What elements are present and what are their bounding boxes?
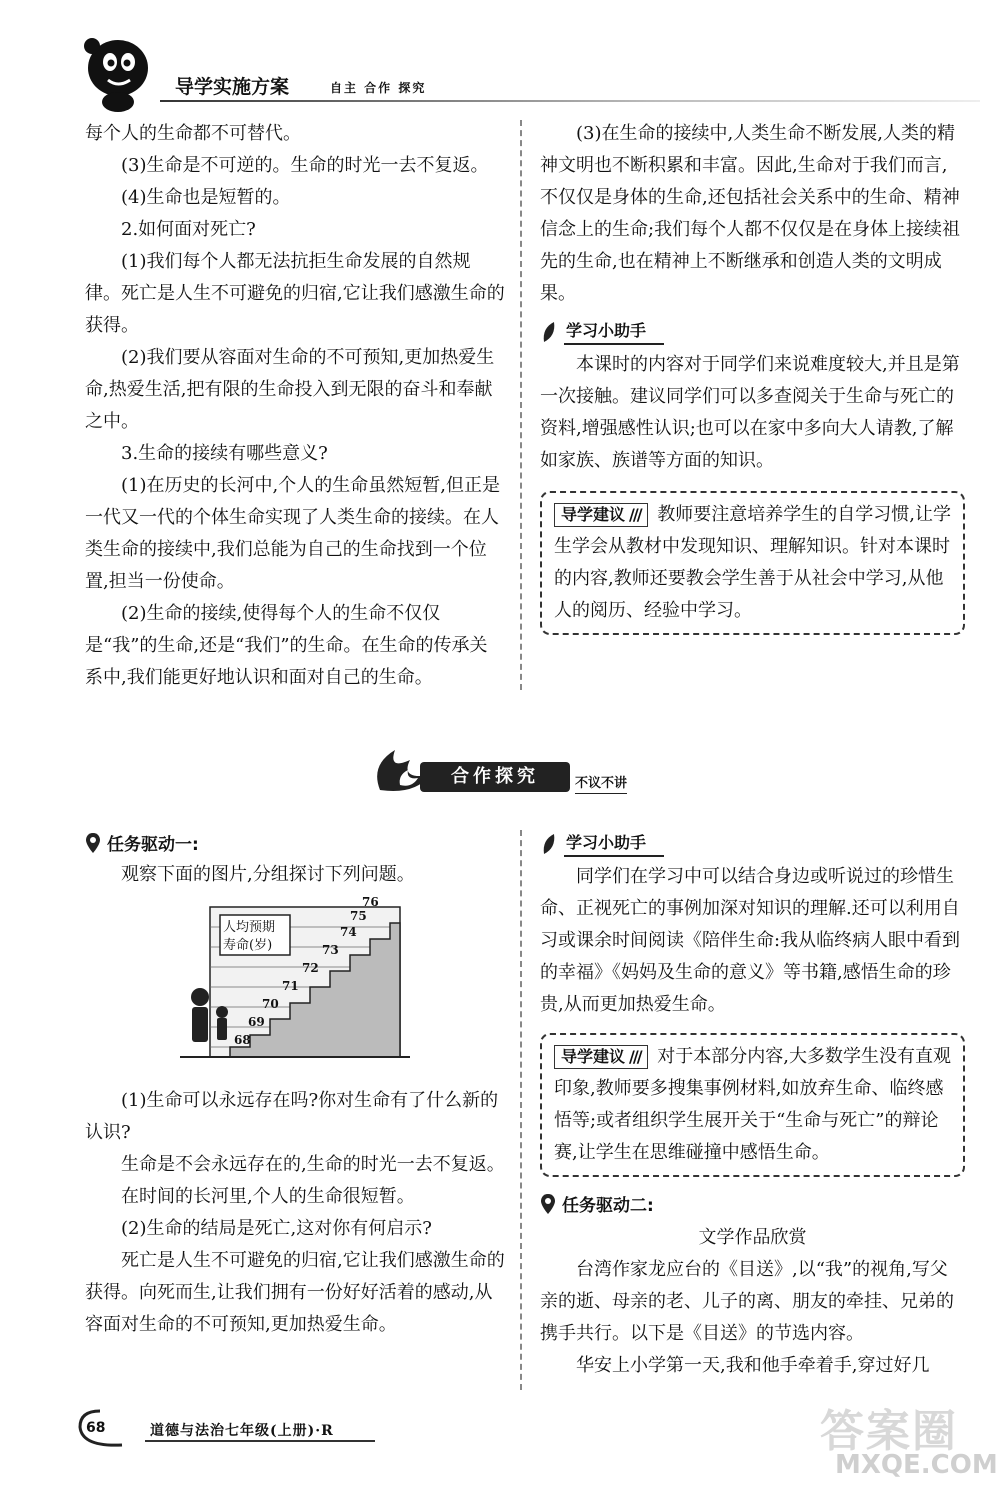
- question-heading: 3.生命的接续有哪些意义?: [121, 443, 328, 464]
- watermark-url: MXQE.COM: [835, 1450, 998, 1480]
- teaching-suggestion-tag: 导学建议 ///: [554, 503, 648, 527]
- paragraph: (4)生命也是短暂的。: [121, 187, 291, 208]
- watermark-logo: 答案圈: [820, 1406, 958, 1457]
- paragraph: (1)在历史的长河中,个人的生命虽然短暂,但正是一代又一代的个体生命实现了人类生命的接续。在人类生命的接续中,我们总能为自己的生命找到一个位置,担当一份使命。: [85, 475, 500, 592]
- paragraph: 华安上小学第一天,我和他手牵着手,穿过好几: [576, 1355, 930, 1376]
- column-divider-top: [520, 120, 522, 690]
- step-label: 75: [350, 909, 367, 923]
- teaching-suggestion-text: 对于本部分内容,大多数学生没有直观印象,教师要多搜集事例材料,如放弃生命、临终感悟等;或者组织学生展开关于“生命与死亡”的辩论赛,让学生在思维碰撞中感悟生命。: [554, 1046, 952, 1163]
- task-one-title: 任务驱动一:: [107, 835, 199, 855]
- question-1: (1)生命可以永远存在吗?你对生命有了什么新的认识?: [85, 1090, 499, 1143]
- section-banner: [370, 740, 670, 800]
- header-subtitle: 自主 合作 探究: [330, 81, 427, 95]
- left-top-column: [85, 118, 505, 694]
- column-divider-bottom: [520, 830, 522, 1390]
- teaching-suggestion-text: 教师要注意培养学生的自学习惯,让学生学会从教材中发现知识、理解知识。针对本课时的内容,教师还要教会学生善于从社会中学习,从他人的阅历、经验中学习。: [554, 504, 952, 621]
- header-rule: [160, 100, 980, 102]
- book-title: 道德与法治七年级(上册)·R: [150, 1423, 334, 1439]
- paragraph: 台湾作家龙应台的《目送》,以“我”的视角,写父亲的逝、母亲的老、儿子的离、朋友的牵挂、兄弟的携手共行。以下是《目送》的节选内容。: [540, 1259, 954, 1344]
- study-helper-label: 学习小助手: [564, 318, 664, 345]
- step-label: 76: [362, 895, 379, 909]
- study-helper-text: 同学们在学习中可以结合身边或听说过的珍惜生命、正视死亡的事例加深对知识的理解.还可以利用自习或课余时间阅读《陪伴生命:我从临终病人眼中看到的幸福》《妈妈及生命的意义》等书籍,感悟生命的珍贵,从而更加热爱生命。: [540, 866, 961, 1015]
- step-label: 68: [234, 1033, 251, 1047]
- teaching-suggestion-tag: 导学建议 ///: [554, 1045, 648, 1069]
- step-label: 74: [340, 925, 357, 939]
- step-label: 70: [262, 997, 279, 1011]
- step-label: 71: [282, 979, 299, 993]
- study-helper-heading: [540, 830, 965, 857]
- page-number: 68: [86, 1420, 106, 1436]
- mascot-logo: [70, 30, 160, 115]
- leaf-icon: [540, 320, 558, 344]
- paragraph: 每个人的生命都不可替代。: [85, 123, 301, 144]
- question-heading: 2.如何面对死亡?: [121, 219, 256, 240]
- study-helper-heading: [540, 318, 965, 345]
- footer-rule: [145, 1440, 375, 1442]
- life-expectancy-illustration: [180, 897, 480, 1067]
- step-label: 69: [248, 1015, 265, 1029]
- answer-1a: 生命是不会永远存在的,生命的时光一去不复返。: [121, 1154, 505, 1175]
- study-helper-text: 本课时的内容对于同学们来说难度较大,并且是第一次接触。建议同学们可以多查阅关于生命与死亡的资料,增强感性认识;也可以在家中多向大人请教,了解如家族、族谱等方面的知识。: [540, 354, 960, 471]
- banner-title: 合作探究: [420, 762, 570, 792]
- study-helper-label: 学习小助手: [564, 830, 664, 857]
- right-bottom-column: [540, 830, 965, 1382]
- right-top-column: [540, 118, 965, 635]
- leaf-icon: [540, 832, 558, 856]
- answer-1b: 在时间的长河里,个人的生命很短暂。: [121, 1186, 415, 1207]
- location-pin-icon: [85, 832, 101, 854]
- task-two-title: 任务驱动二:: [562, 1196, 654, 1216]
- literature-heading: 文学作品欣赏: [698, 1227, 807, 1248]
- paragraph: (2)生命的接续,使得每个人的生命不仅仅是“我”的生命,还是“我们”的生命。在生命的传承关系中,我们能更好地认识和面对自己的生命。: [85, 603, 488, 688]
- banner-subtitle: 不议不讲: [575, 772, 627, 794]
- left-bottom-column: [85, 830, 505, 1341]
- paragraph: (3)生命是不可逆的。生命的时光一去不复返。: [121, 155, 489, 176]
- header-title: 导学实施方案: [175, 76, 290, 98]
- task-two-heading: [540, 1191, 965, 1216]
- sign-line-2: 寿命(岁): [223, 938, 273, 953]
- question-2: (2)生命的结局是死亡,这对你有何启示?: [121, 1218, 432, 1239]
- paragraph: (1)我们每个人都无法抗拒生命发展的自然规律。死亡是人生不可避免的归宿,它让我们感激生命的获得。: [85, 251, 505, 336]
- paragraph: (3)在生命的接续中,人类生命不断发展,人类的精神文明也不断积累和丰富。因此,生命对于我们而言,不仅仅是身体的生命,还包括社会关系中的生命、精神信念上的生命;我们每个人都不仅仅是在身体上接续祖先的生命,也在精神上不断继承和创造人类的文明成果。: [540, 123, 961, 304]
- sign-line-1: 人均预期: [223, 920, 276, 935]
- answer-2: 死亡是人生不可避免的归宿,它让我们感激生命的获得。向死而生,让我们拥有一份好好活着的感动,从容面对生命的不可预知,更加热爱生命。: [85, 1250, 505, 1335]
- teaching-suggestion-box: [540, 491, 965, 635]
- paragraph: (2)我们要从容面对生命的不可预知,更加热爱生命,热爱生活,把有限的生命投入到无限的奋斗和奉献之中。: [85, 347, 495, 432]
- step-label: 73: [322, 943, 339, 957]
- task-intro: 观察下面的图片,分组探讨下列问题。: [121, 864, 415, 885]
- teaching-suggestion-box: [540, 1033, 965, 1177]
- step-label: 72: [302, 961, 319, 975]
- location-pin-icon: [540, 1193, 556, 1215]
- task-one-heading: [85, 830, 505, 855]
